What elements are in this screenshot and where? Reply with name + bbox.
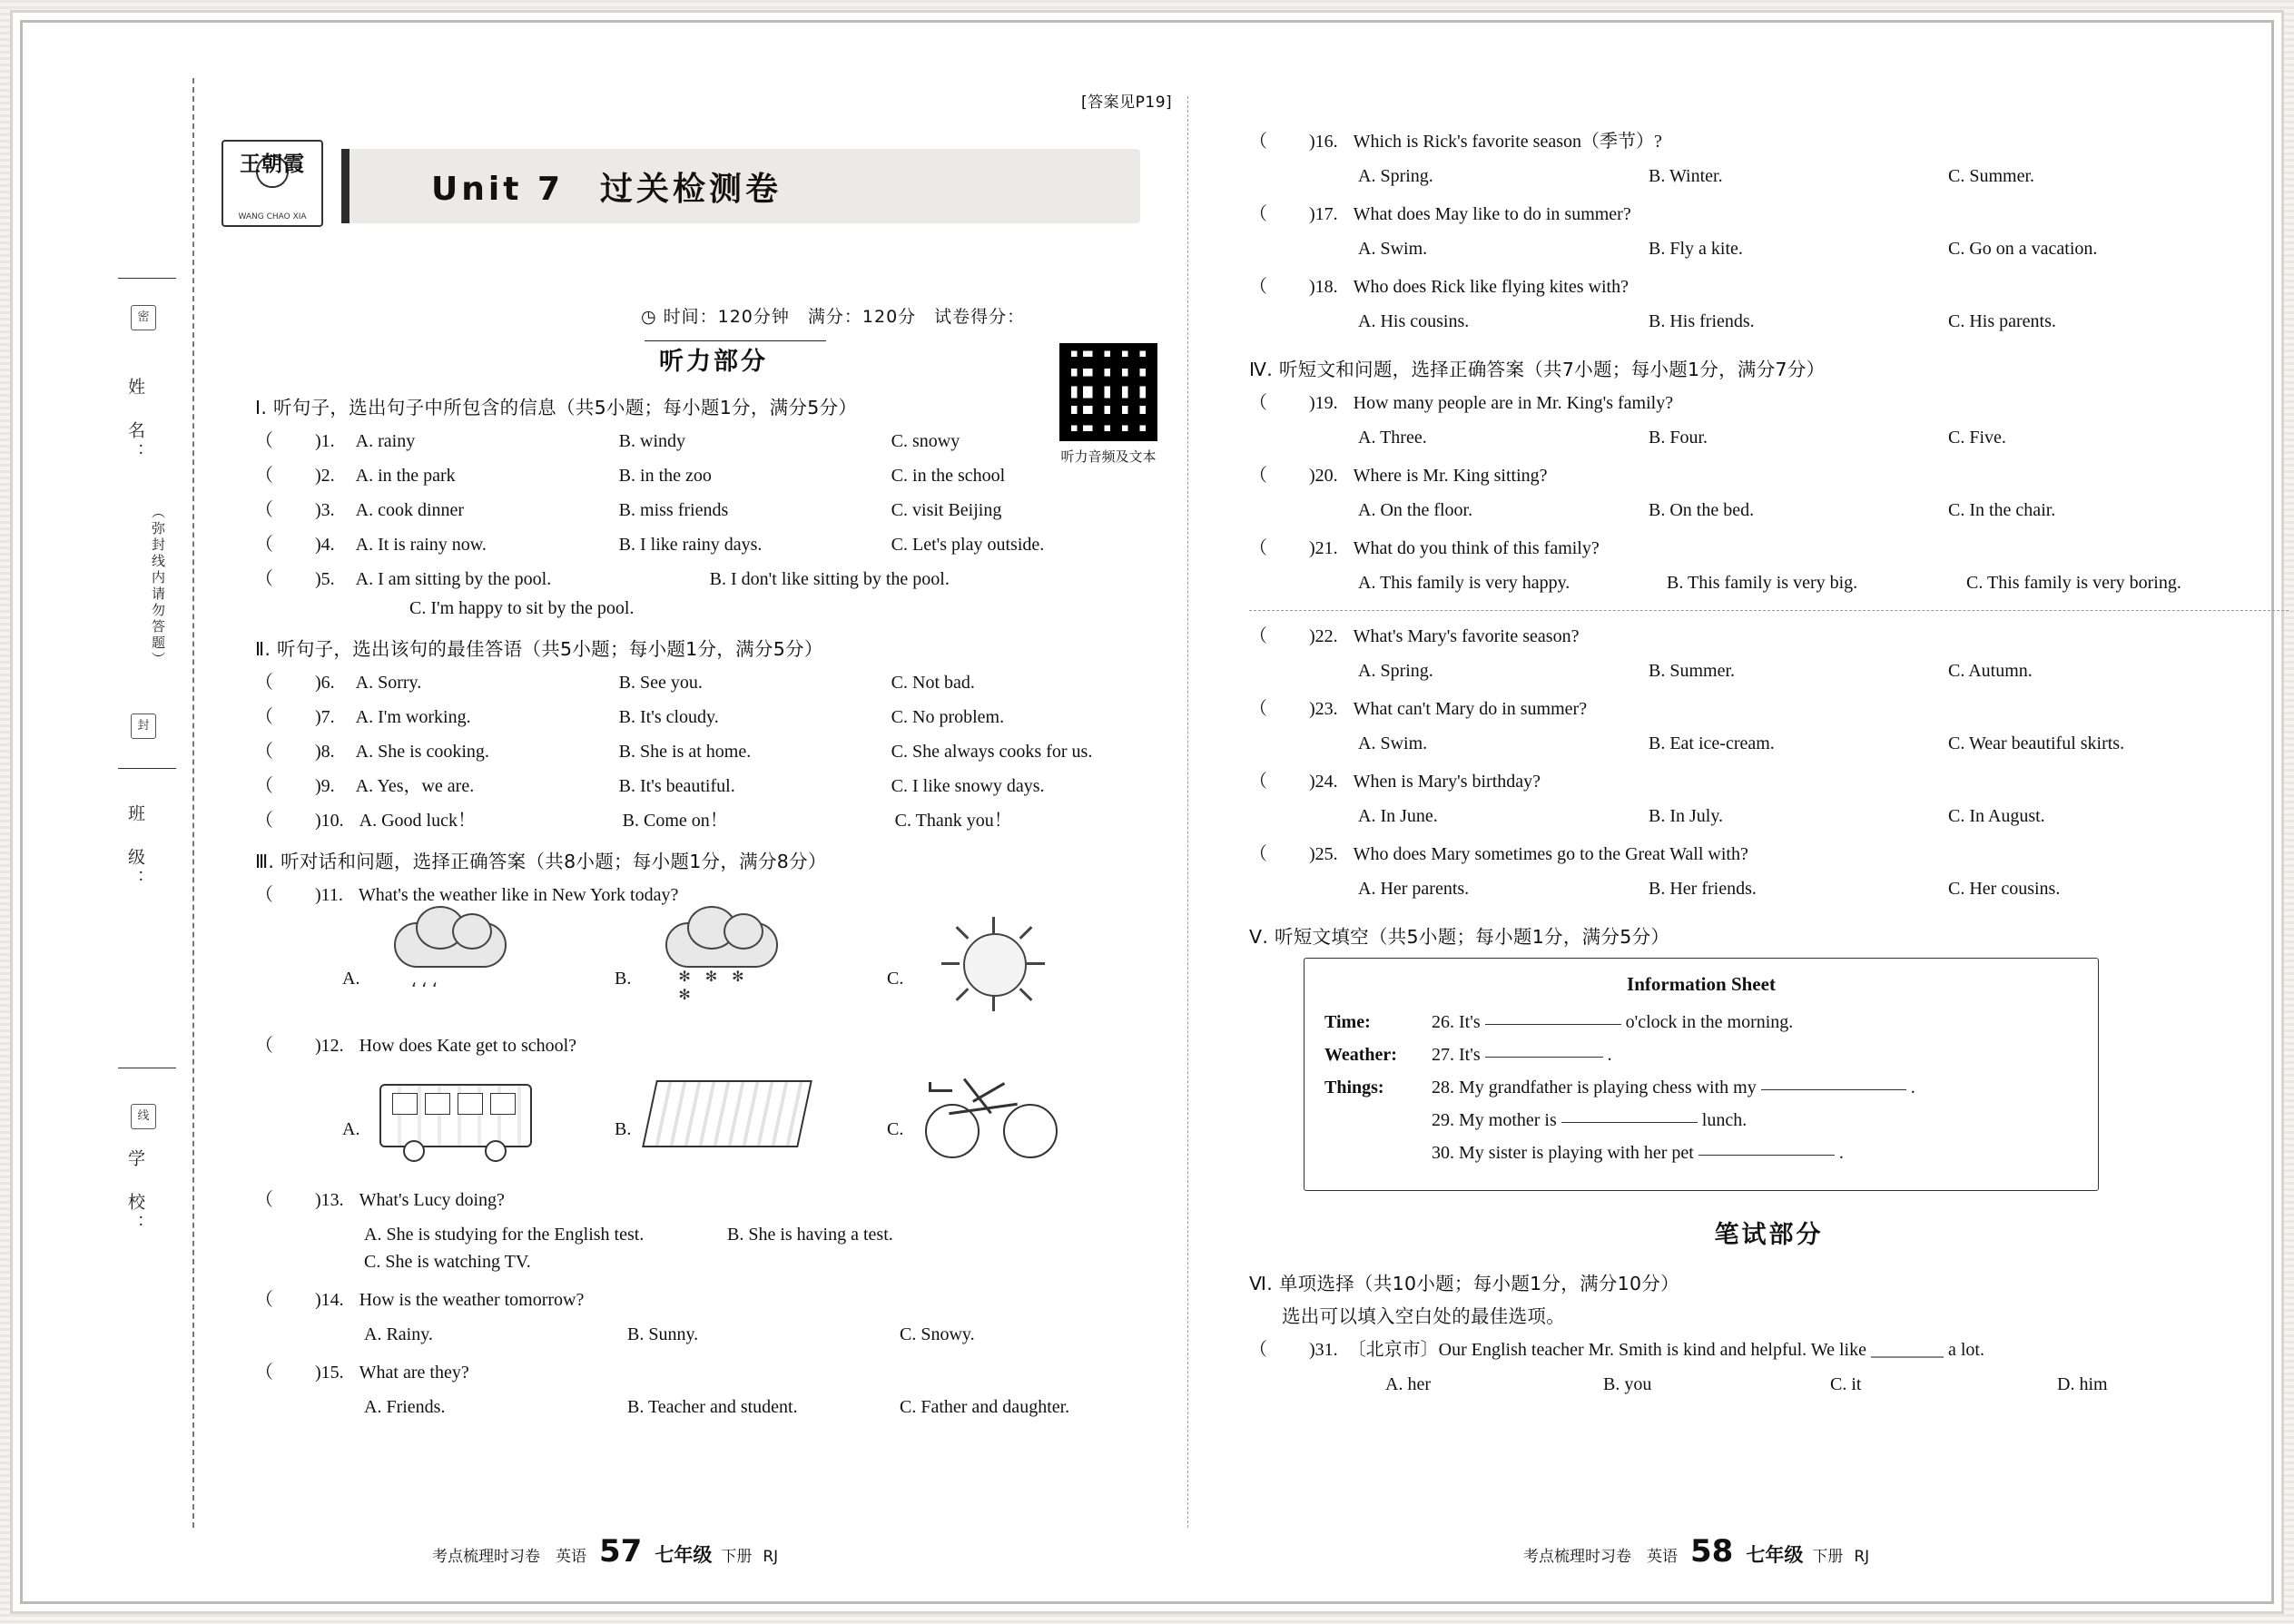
answer-bracket[interactable]: （: [255, 742, 310, 762]
option-c[interactable]: C. Thank you！: [894, 811, 1012, 831]
options-row: [1358, 309, 2289, 334]
question-number: )6.: [315, 673, 335, 693]
option-c[interactable]: C. Her cousins.: [1948, 879, 2061, 899]
question-row[interactable]: [1249, 769, 2289, 794]
answer-bracket[interactable]: （: [255, 673, 310, 693]
option-b[interactable]: B. She is at home.: [618, 742, 752, 762]
option-a[interactable]: A. This family is very happy.: [1358, 573, 1570, 593]
option-c[interactable]: C. In August.: [1948, 806, 2045, 826]
picture-option-a[interactable]: [342, 1068, 615, 1167]
section-6-subdirections: 选出可以填入空白处的最佳选项。: [1282, 1305, 1565, 1327]
answer-bracket[interactable]: （: [1249, 538, 1304, 558]
option-a[interactable]: A. Her parents.: [1358, 879, 1470, 899]
option-a[interactable]: A. Spring.: [1358, 661, 1433, 681]
option-a[interactable]: A. in the park: [355, 466, 456, 486]
question-row[interactable]: [1249, 274, 2289, 300]
option-c[interactable]: C. I like snowy days.: [891, 776, 1045, 796]
option-b[interactable]: B. On the bed.: [1649, 500, 1755, 520]
option-b[interactable]: B. in the zoo: [618, 466, 712, 486]
option-c[interactable]: C. She is watching TV.: [364, 1252, 531, 1272]
option-a[interactable]: A. Good luck！: [359, 811, 476, 831]
answer-bracket[interactable]: （: [1249, 277, 1304, 297]
info-row-weather: [1324, 1041, 2078, 1068]
answer-bracket[interactable]: （: [255, 1363, 310, 1383]
bus-icon: [372, 1068, 536, 1167]
question-number: )21.: [1309, 538, 1338, 558]
sun-icon: [916, 917, 1079, 1017]
option-a-label: A.: [342, 1119, 360, 1139]
q28-text-after: .: [1910, 1078, 1915, 1097]
question-row[interactable]: [1249, 536, 2289, 561]
question-row[interactable]: [1249, 390, 2289, 416]
option-c[interactable]: C. Go on a vacation.: [1948, 239, 2098, 259]
question-row[interactable]: [1249, 1337, 2289, 1363]
option-a[interactable]: A. Three.: [1358, 428, 1427, 448]
question-number: )20.: [1309, 466, 1338, 486]
options-row: [1358, 803, 2289, 829]
question-number: )17.: [1309, 204, 1338, 224]
publisher-logo: [222, 140, 323, 227]
logo-subtitle: WANG CHAO XIA: [238, 212, 307, 221]
option-c[interactable]: C. She always cooks for us.: [891, 742, 1093, 762]
info-value-30[interactable]: [1432, 1139, 1844, 1166]
question-row[interactable]: [255, 1187, 1172, 1213]
q27-blank[interactable]: [1485, 1056, 1603, 1058]
options-row: [364, 1222, 1172, 1247]
option-b[interactable]: B. I don't like sitting by the pool.: [709, 569, 950, 589]
answer-bracket[interactable]: （: [1249, 204, 1304, 224]
q26-text: 26. It's: [1432, 1012, 1481, 1032]
option-c[interactable]: C. In the chair.: [1948, 500, 2056, 520]
margin-strip: [98, 78, 198, 1528]
q30-text: 30. My sister is playing with her pet: [1432, 1143, 1694, 1163]
question-stem: What do you think of this family?: [1353, 538, 1600, 558]
options-row: [1358, 497, 2289, 523]
info-key-weather: Weather:: [1324, 1045, 1397, 1065]
question-row[interactable]: [255, 566, 1172, 592]
option-b[interactable]: B. Teacher and student.: [627, 1397, 798, 1417]
option-c[interactable]: C. Autumn.: [1948, 661, 2033, 681]
sealed-note: （弥封线内请勿答题）: [150, 505, 166, 668]
worksheet-sheet: [42, 42, 2252, 1582]
info-value-weather[interactable]: [1432, 1041, 1612, 1068]
question-row[interactable]: [1249, 463, 2289, 488]
question-stem: Where is Mr. King sitting?: [1353, 466, 1548, 486]
question-stem: Which is Rick's favorite season（季节）?: [1353, 132, 1662, 152]
answer-bracket[interactable]: （: [1249, 844, 1304, 864]
option-c[interactable]: C. Let's play outside.: [891, 535, 1045, 555]
options-row: [364, 1249, 1172, 1275]
logo-title: 王朝霞: [240, 153, 305, 176]
option-b[interactable]: B. Fly a kite.: [1649, 239, 1743, 259]
options-row: [364, 1394, 1172, 1420]
answer-bracket[interactable]: （: [255, 500, 310, 520]
option-b[interactable]: B. Sunny.: [627, 1324, 699, 1344]
question-row[interactable]: [1249, 129, 2289, 154]
answer-bracket[interactable]: （: [1249, 699, 1304, 719]
question-number: )16.: [1309, 132, 1338, 152]
answer-reference: [答案见P19]: [1081, 94, 1173, 112]
q27-text: 27. It's: [1432, 1045, 1481, 1065]
q28-text: 28. My grandfather is playing chess with my: [1432, 1078, 1757, 1097]
q29-text: 29. My mother is: [1432, 1110, 1557, 1130]
question-row[interactable]: [255, 1287, 1172, 1313]
question-number: )23.: [1309, 699, 1338, 719]
option-c[interactable]: C. in the school: [891, 466, 1006, 486]
option-a[interactable]: A. Rainy.: [364, 1324, 433, 1344]
option-a-label: A.: [342, 969, 360, 989]
option-a[interactable]: A. Swim.: [1358, 239, 1428, 259]
school-label: 学 校：: [125, 1149, 145, 1236]
answer-bracket[interactable]: （: [255, 707, 310, 727]
section-1-directions: Ⅰ. 听句子，选出句子中所包含的信息（共5小题；每小题1分，满分5分）: [255, 397, 858, 418]
option-a[interactable]: A. cook dinner: [355, 500, 465, 520]
information-sheet-title: Information Sheet: [1627, 973, 1776, 995]
section-4-directions: Ⅳ. 听短文和问题，选择正确答案（共7小题；每小题1分，满分7分）: [1249, 359, 1826, 380]
footer-term: 下册: [721, 1548, 753, 1566]
option-c[interactable]: C. it: [1830, 1374, 1862, 1394]
question-number: )11.: [315, 885, 343, 905]
option-c[interactable]: C. Wear beautiful skirts.: [1948, 733, 2125, 753]
question-number: )13.: [315, 1190, 344, 1210]
footer-edition: RJ: [1854, 1548, 1870, 1566]
option-b[interactable]: B. Come on！: [622, 811, 728, 831]
section-2-directions: Ⅱ. 听句子，选出该句的最佳答语（共5小题；每小题1分，满分5分）: [255, 638, 823, 660]
question-number: )14.: [315, 1290, 344, 1310]
answer-bracket[interactable]: （: [255, 1036, 310, 1056]
option-a[interactable]: A. Sorry.: [355, 673, 422, 693]
option-a[interactable]: A. I'm working.: [355, 707, 471, 727]
option-b-label: B.: [615, 969, 632, 989]
answer-bracket[interactable]: （: [255, 776, 310, 796]
question-stem: Who does Mary sometimes go to the Great Wall with?: [1353, 844, 1748, 864]
options-row: [1358, 425, 2289, 450]
section-5-directions: Ⅴ. 听短文填空（共5小题；每小题1分，满分5分）: [1249, 926, 1670, 948]
listening-section-head: 听力部分: [659, 348, 768, 376]
option-b[interactable]: B. you: [1603, 1374, 1652, 1394]
picture-option-a[interactable]: [342, 917, 615, 1017]
option-b[interactable]: B. His friends.: [1649, 311, 1755, 331]
divider: [1249, 610, 2289, 611]
picture-option-b[interactable]: [615, 917, 887, 1017]
option-a[interactable]: A. On the floor.: [1358, 500, 1473, 520]
option-a[interactable]: A. She is studying for the English test.: [364, 1225, 645, 1245]
option-b[interactable]: B. miss friends: [618, 500, 729, 520]
seal-dash-line: [192, 78, 194, 1528]
left-page: [42, 42, 1187, 1582]
question-stem: What can't Mary do in summer?: [1353, 699, 1588, 719]
question-number: )9.: [315, 776, 335, 796]
question-row[interactable]: [255, 670, 1172, 695]
question-row[interactable]: [255, 773, 1172, 799]
picture-option-b[interactable]: [615, 1068, 887, 1167]
options-row: [1358, 236, 2289, 261]
picture-option-c[interactable]: [887, 1068, 1159, 1167]
seal-badge-3: 线: [131, 1104, 156, 1129]
q29-text-after: lunch.: [1701, 1110, 1748, 1130]
question-row[interactable]: [255, 808, 1172, 833]
option-c[interactable]: C. Father and daughter.: [900, 1397, 1070, 1417]
option-b[interactable]: B. windy: [618, 431, 686, 451]
page-number: 57: [599, 1533, 643, 1570]
question-row[interactable]: [255, 463, 1172, 488]
answer-bracket[interactable]: （: [1249, 626, 1304, 646]
question-row[interactable]: [255, 882, 1172, 908]
option-a[interactable]: A. I am sitting by the pool.: [355, 569, 552, 589]
rule-1: [118, 278, 176, 279]
info-row-time: [1324, 1009, 2078, 1036]
option-a[interactable]: A. Yes，we are.: [355, 776, 475, 796]
picture-option-c[interactable]: [887, 917, 1159, 1017]
options-row: [1358, 876, 2289, 901]
question-row[interactable]: [255, 497, 1172, 523]
q30-blank[interactable]: [1698, 1154, 1835, 1156]
footer-series: 考点梳理时习卷 英语: [432, 1548, 586, 1566]
question-number: )1.: [315, 431, 335, 451]
question-row[interactable]: [255, 1033, 1172, 1058]
option-d[interactable]: D. him: [2057, 1374, 2108, 1394]
option-a[interactable]: A. Friends.: [364, 1397, 446, 1417]
options-row: [1358, 731, 2289, 756]
option-c[interactable]: C. This family is very boring.: [1966, 573, 2181, 593]
question-number: )22.: [1309, 626, 1338, 646]
question-stem: What's the weather like in New York today?: [358, 885, 679, 905]
answer-bracket[interactable]: （: [255, 811, 310, 831]
option-b[interactable]: B. Eat ice-cream.: [1649, 733, 1775, 753]
option-a[interactable]: A. rainy: [355, 431, 416, 451]
option-c-label: C.: [887, 1119, 904, 1139]
option-b[interactable]: B. In July.: [1649, 806, 1724, 826]
question-number: )25.: [1309, 844, 1338, 864]
question-row[interactable]: [255, 704, 1172, 730]
option-a[interactable]: A. She is cooking.: [355, 742, 489, 762]
question-number: )31.: [1309, 1340, 1338, 1360]
options-row: [364, 1322, 1172, 1347]
q26-text-after: o'clock in the morning.: [1625, 1012, 1794, 1032]
option-a[interactable]: A. her: [1385, 1374, 1431, 1394]
name-label: 姓 名：: [125, 378, 145, 465]
picture-options-row: [342, 917, 1172, 1017]
question-row[interactable]: [255, 1360, 1172, 1385]
option-c[interactable]: C. Five.: [1948, 428, 2006, 448]
question-number: )2.: [315, 466, 335, 486]
option-b[interactable]: B. Summer.: [1649, 661, 1736, 681]
footer-grade: 七年级: [1746, 1544, 1804, 1566]
qr-caption: 听力音频及文本: [1060, 448, 1157, 465]
option-c[interactable]: C. Snowy.: [900, 1324, 975, 1344]
options-row: [1385, 1372, 2289, 1397]
option-b[interactable]: B. Winter.: [1649, 166, 1723, 186]
options-row: [1358, 163, 2289, 189]
option-b[interactable]: B. It's cloudy.: [618, 707, 719, 727]
question-number: )15.: [315, 1363, 344, 1383]
question-number: )4.: [315, 535, 335, 555]
answer-bracket[interactable]: （: [255, 431, 310, 451]
question-stem: How many people are in Mr. King's family?: [1353, 393, 1674, 413]
question-row[interactable]: [1249, 696, 2289, 722]
option-c-row[interactable]: [409, 595, 1172, 621]
option-b[interactable]: B. It's beautiful.: [618, 776, 735, 796]
answer-bracket[interactable]: （: [255, 466, 310, 486]
answer-bracket[interactable]: （: [1249, 466, 1304, 486]
option-a[interactable]: A. It is rainy now.: [355, 535, 487, 555]
option-a[interactable]: A. His cousins.: [1358, 311, 1470, 331]
clock-icon: ◷: [641, 307, 664, 327]
q30-text-after: .: [1838, 1143, 1844, 1163]
question-stem: How is the weather tomorrow?: [359, 1290, 585, 1310]
option-a[interactable]: A. Spring.: [1358, 166, 1433, 186]
snow-cloud-icon: ✻ ✻ ✻ ✻: [644, 917, 807, 1017]
question-stem: Who does Rick like flying kites with?: [1353, 277, 1629, 297]
unit-title-bar: [341, 149, 1140, 223]
answer-bracket[interactable]: （: [255, 535, 310, 555]
question-stem: What does May like to do in summer?: [1353, 204, 1631, 224]
q28-blank[interactable]: [1761, 1088, 1906, 1090]
question-stem: 〔北京市〕Our English teacher Mr. Smith is kind and helpful. We like ________ a lot.: [1347, 1340, 1984, 1360]
option-a[interactable]: A. Swim.: [1358, 733, 1428, 753]
option-c[interactable]: C. Summer.: [1948, 166, 2035, 186]
info-value-things[interactable]: [1432, 1074, 1915, 1101]
footer-grade: 七年级: [655, 1544, 713, 1566]
question-number: )10.: [315, 811, 344, 831]
question-row[interactable]: [255, 428, 1172, 454]
question-stem: When is Mary's birthday?: [1353, 772, 1541, 792]
right-content: [1249, 129, 2289, 1397]
right-footer: [1523, 1533, 1869, 1570]
exam-meta-text: 时间：120分钟 满分：120分 试卷得分：: [663, 307, 1026, 327]
option-c[interactable]: C. His parents.: [1948, 311, 2056, 331]
train-icon: [644, 1068, 807, 1167]
question-number: )5.: [315, 569, 335, 589]
info-row-29: [1432, 1107, 2078, 1134]
answer-bracket[interactable]: （: [1249, 1340, 1304, 1360]
option-a[interactable]: A. In June.: [1358, 806, 1438, 826]
section-6-directions: Ⅵ. 单项选择（共10小题；每小题1分，满分10分）: [1249, 1273, 1679, 1294]
info-key-things: Things:: [1324, 1078, 1384, 1097]
footer-series: 考点梳理时习卷 英语: [1523, 1548, 1678, 1566]
question-stem: How does Kate get to school?: [359, 1036, 577, 1056]
section-3-directions: Ⅲ. 听对话和问题，选择正确答案（共8小题；每小题1分，满分8分）: [255, 851, 827, 872]
class-label: 班 级：: [125, 804, 145, 891]
rule-2: [118, 768, 176, 769]
left-footer: [432, 1533, 778, 1570]
left-content: [255, 379, 1172, 1420]
answer-bracket[interactable]: （: [255, 885, 310, 905]
option-c[interactable]: C. I'm happy to sit by the pool.: [409, 598, 635, 618]
option-c[interactable]: C. visit Beijing: [891, 500, 1002, 520]
answer-bracket[interactable]: （: [255, 1290, 310, 1310]
option-b[interactable]: B. She is having a test.: [727, 1225, 893, 1245]
question-row[interactable]: [1249, 624, 2289, 649]
question-number: )24.: [1309, 772, 1338, 792]
answer-bracket[interactable]: （: [255, 569, 310, 589]
option-b[interactable]: B. See you.: [618, 673, 703, 693]
bicycle-icon: [916, 1068, 1079, 1167]
option-b[interactable]: B. Four.: [1649, 428, 1708, 448]
footer-edition: RJ: [763, 1548, 779, 1566]
page-number: 58: [1690, 1533, 1734, 1570]
option-c[interactable]: C. Not bad.: [891, 673, 975, 693]
question-number: )8.: [315, 742, 335, 762]
question-row[interactable]: [255, 532, 1172, 557]
title-accent: [341, 149, 350, 223]
option-b-label: B.: [615, 1119, 632, 1139]
information-sheet: [1304, 958, 2099, 1191]
question-number: )3.: [315, 500, 335, 520]
options-row: [1358, 658, 2289, 684]
question-number: )12.: [315, 1036, 344, 1056]
question-row[interactable]: [255, 739, 1172, 764]
option-b[interactable]: B. I like rainy days.: [618, 535, 763, 555]
option-c[interactable]: C. No problem.: [891, 707, 1005, 727]
footer-term: 下册: [1812, 1548, 1844, 1566]
question-stem: What's Lucy doing?: [359, 1190, 505, 1210]
seal-badge-1: 密: [131, 305, 156, 330]
question-row[interactable]: [1249, 842, 2289, 867]
info-key-time: Time:: [1324, 1012, 1371, 1032]
answer-bracket[interactable]: （: [1249, 132, 1304, 152]
question-row[interactable]: [1249, 202, 2289, 227]
q29-blank[interactable]: [1561, 1121, 1698, 1123]
question-number: )18.: [1309, 277, 1338, 297]
option-b[interactable]: B. This family is very big.: [1667, 573, 1858, 593]
rain-cloud-icon: ، ، ،: [372, 917, 536, 1017]
answer-bracket[interactable]: （: [1249, 772, 1304, 792]
question-number: )7.: [315, 707, 335, 727]
answer-bracket[interactable]: （: [255, 1190, 310, 1210]
question-stem: What are they?: [359, 1363, 469, 1383]
answer-bracket[interactable]: （: [1249, 393, 1304, 413]
q27-text-after: .: [1607, 1045, 1612, 1065]
option-b[interactable]: B. Her friends.: [1649, 879, 1757, 899]
options-row: [1358, 570, 2289, 595]
option-c-label: C.: [887, 969, 904, 989]
info-value-29[interactable]: [1432, 1107, 1747, 1134]
page-title: Unit 7 过关检测卷: [431, 170, 782, 208]
right-page: [1187, 42, 2252, 1582]
picture-options-row: [342, 1068, 1172, 1167]
q26-blank[interactable]: [1485, 1023, 1621, 1025]
option-c[interactable]: C. snowy: [891, 431, 960, 451]
seal-badge-2: 封: [131, 714, 156, 739]
question-stem: What's Mary's favorite season?: [1353, 626, 1580, 646]
info-row-30: [1432, 1139, 2078, 1166]
info-row-things: [1324, 1074, 2078, 1101]
info-value-time[interactable]: [1432, 1009, 1793, 1036]
question-number: )19.: [1309, 393, 1338, 413]
written-section-head: 笔试部分: [1714, 1221, 1824, 1249]
